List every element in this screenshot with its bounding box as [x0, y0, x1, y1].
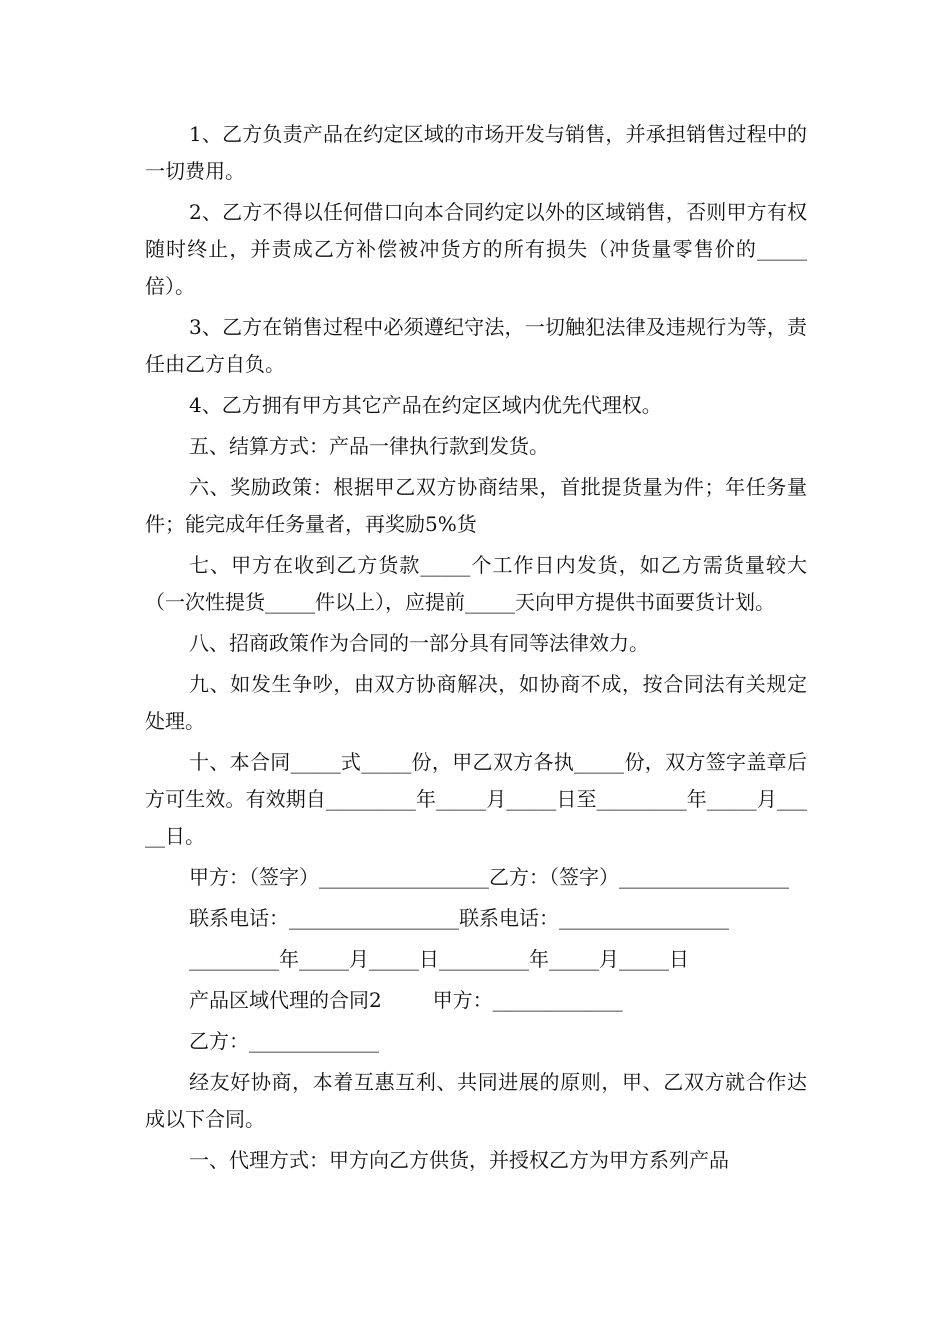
clause-3: 3、乙方在销售过程中必须遵纪守法，一切触犯法律及违规行为等，责任由乙方自负。: [145, 315, 807, 376]
section-reward-policy: 六、奖励政策：根据甲乙双方协商结果，首批提货量为件；年任务量件；能完成年任务量者，再奖励5%货: [145, 475, 807, 536]
section-settlement: 五、结算方式：产品一律执行款到发货。: [189, 434, 549, 458]
section-dispute: 九、如发生争吵，由双方协商解决，如协商不成，按合同法有关规定处理。: [145, 672, 807, 733]
contract-2-preamble: 经友好协商，本着互惠互利、共同进展的原则，甲、乙双方就合作达成以下合同。: [145, 1070, 807, 1131]
document-body: [145, 116, 807, 1183]
signature-line: 甲方：（签字）_________________乙方：（签字）_________________: [189, 865, 789, 889]
clause-1: 1、乙方负责产品在约定区域的市场开发与销售，并承担销售过程中的一切费用。: [145, 122, 807, 183]
contract-2-agency-method: 一、代理方式：甲方向乙方供货，并授权乙方为甲方系列产品: [189, 1148, 729, 1172]
section-copies-validity: 十、本合同_____式_____份，甲乙双方各执_____份，双方签字盖章后方可生效。有效期自_________年_____月_____日至_________年_____月_____日。: [145, 750, 807, 848]
section-delivery: 七、甲方在收到乙方货款_____个工作日内发货，如乙方需货量较大（一次性提货_____件以上），应提前_____天向甲方提供书面要货计划。: [145, 553, 807, 614]
clause-4: 4、乙方拥有甲方其它产品在约定区域内优先代理权。: [189, 393, 662, 417]
date-line: _________年_____月_____日_________年_____月_____日: [189, 947, 689, 971]
contract-2-party-b: 乙方：_____________: [189, 1029, 379, 1053]
contract-2-title-party-a: 产品区域代理的合同2 甲方：_____________: [189, 988, 623, 1012]
clause-2: 2、乙方不得以任何借口向本合同约定以外的区域销售，否则甲方有权随时终止，并责成乙方补偿被冲货方的所有损失（冲货量零售价的_____倍）。: [145, 200, 807, 298]
section-investment-policy: 八、招商政策作为合同的一部分具有同等法律效力。: [189, 631, 649, 655]
phone-line: 联系电话：_________________联系电话：_________________: [189, 906, 729, 930]
